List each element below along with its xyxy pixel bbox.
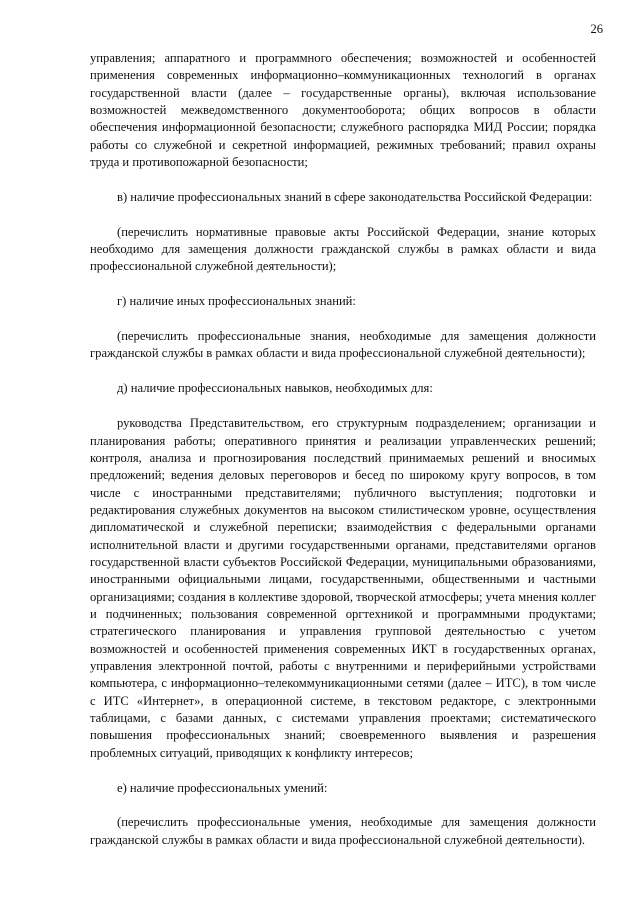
paragraph-note-abilities: (перечислить профессиональные умения, необходимые для замещения должности гражданской службы в рамках области и вида профессиональной служебной деятельности). xyxy=(90,815,596,847)
paragraph-item-v: в) наличие профессиональных знаний в сфере законодательства Российской Федерации: xyxy=(117,189,593,204)
paragraph-item-g: г) наличие иных профессиональных знаний: xyxy=(117,294,356,309)
page-number: 26 xyxy=(590,22,603,36)
paragraph-skills-list: руководства Представительством, его структурным подразделением; организации и планирования работы; оперативного принятия и реализации управленческих решений; контроля, анализа и прогнозирования последствий принимаемых решений и вносимых предложений; ведения деловых переговоров и бесед по широкому кругу вопросов, в том числе с иностранными представителями; публичного выступления; подготовки и редактирования служебных документов на высоком стилистическом уровне, осуществления дипломатической и служебной переписки; взаимодействия с федеральными органами исполнительной власти и другими государственными органами, представителями органов государственной власти субъектов Российской Федерации, муниципальными образованиями, иностранными официальными лицами, государственными, общественными и частными организациями; создания в коллективе здоровой, творческой атмосферы; учета мнения коллег и подчиненных; пользования современной оргтехникой и программными продуктами; стратегического планирования и управления групповой деятельностью с учетом возможностей и особенностей применения современных ИКТ в государственных органах, управления электронной почтой, работы с внутренними и периферийными устройствами компьютера, с информационно–телекоммуникационными сетями (далее – ИТС), в том числе с ИТС «Интернет», в операционной системе, в текстовом редакторе, с электронными таблицами, с базами данных, с системами управления проектами; систематического повышения профессиональных знаний; своевременного выявления и разрешения проблемных ситуаций, приводящих к конфликту интересов; xyxy=(90,416,596,760)
paragraph-continuation: управления; аппаратного и программного обеспечения; возможностей и особенностей применения современных информационно–коммуникационных технологий в органах государственной власти (далее – государственные органы), включая использование возможностей межведомственного документооборота; общих вопросов в области обеспечения информационной безопасности; служебного распорядка МИД России; порядка работы со служебной и секретной информацией, режимных требований; правил охраны труда и противопожарной безопасности; xyxy=(90,51,596,170)
paragraph-note-knowledge: (перечислить профессиональные знания, необходимые для замещения должности гражданской службы в рамках области и вида профессиональной служебной деятельности); xyxy=(90,329,596,361)
paragraph-item-d: д) наличие профессиональных навыков, необходимых для: xyxy=(117,381,433,396)
paragraph-item-e: е) наличие профессиональных умений: xyxy=(117,780,328,795)
paragraph-note-legal-acts: (перечислить нормативные правовые акты Российской Федерации, знание которых необходимо для замещения должности гражданской службы в рамках области и вида профессиональной служебной деятельности); xyxy=(90,224,596,274)
document-body xyxy=(90,50,596,849)
